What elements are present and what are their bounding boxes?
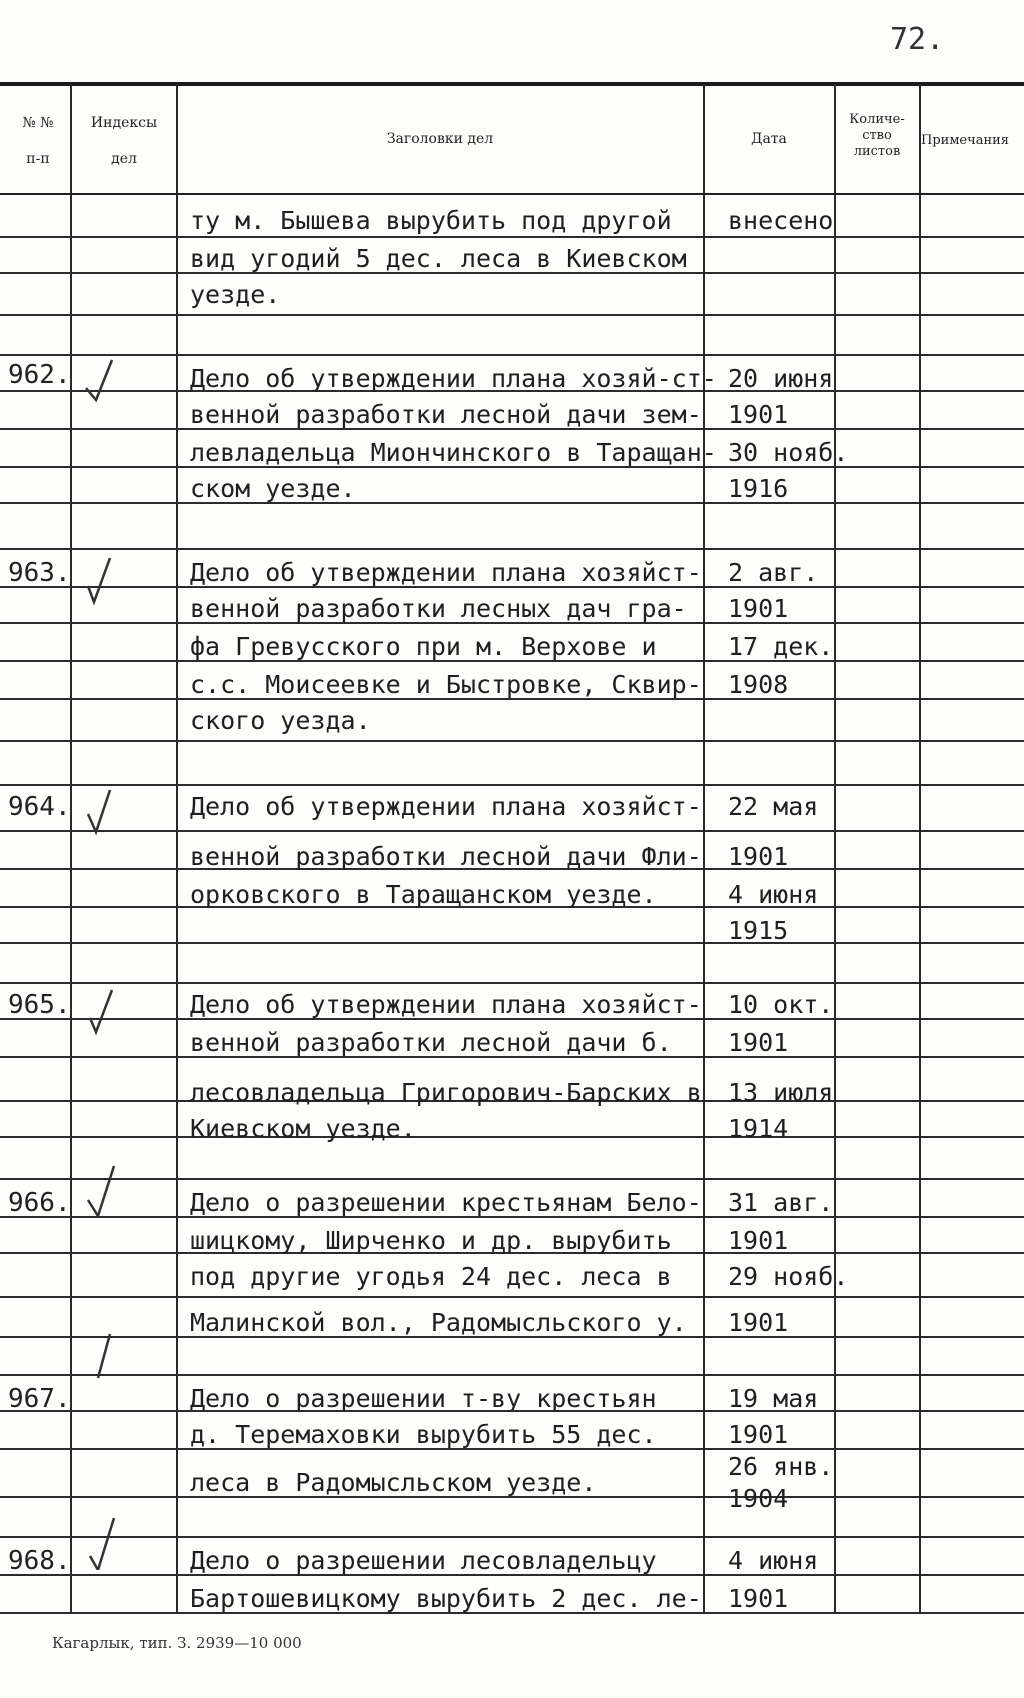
header-bottom-border xyxy=(0,193,1024,195)
entry-title-line: Дело о разрешении лесовладельцу xyxy=(190,1546,657,1575)
entry-date: 10 окт. xyxy=(728,990,834,1019)
check-mark-icon xyxy=(84,1516,124,1570)
entry-date: 1916 xyxy=(728,474,789,503)
check-mark-icon xyxy=(82,556,122,610)
table-top-border xyxy=(0,82,1024,86)
entry-date: 1901 xyxy=(728,1584,789,1613)
entry-number: 968. xyxy=(8,1546,71,1576)
entry-number: 966. xyxy=(8,1188,71,1218)
entry-title-line: ском уезде. xyxy=(190,474,356,503)
check-mark-icon xyxy=(84,1164,124,1218)
entry-title-line: венной разработки лесной дачи б. xyxy=(190,1028,672,1057)
entry-date: 1901 xyxy=(728,1308,789,1337)
row-rule xyxy=(0,236,1024,238)
entry-date: внесено xyxy=(728,206,834,235)
entry-title-line: левладельца Миончинского в Таращан- xyxy=(190,438,717,467)
entry-number: 967. xyxy=(8,1384,71,1414)
entry-title-line: шицкому, Ширченко и др. вырубить xyxy=(190,1226,672,1255)
entry-title-line: Дело о разрешении крестьянам Бело- xyxy=(190,1188,702,1217)
entry-title-line: фа Гревусского при м. Верхове и xyxy=(190,632,657,661)
entry-title-line: ту м. Бышева вырубить под другой xyxy=(190,206,672,235)
entry-title-line: Киевском уезде. xyxy=(190,1114,416,1143)
entry-title-line: Дело об утверждении плана хозяй-ст- xyxy=(190,364,717,393)
row-rule xyxy=(0,784,1024,786)
row-rule xyxy=(0,740,1024,742)
entry-date: 1901 xyxy=(728,1420,789,1449)
entry-number: 963. xyxy=(8,558,71,588)
entry-date: 4 июня xyxy=(728,880,819,909)
entry-title-line: Дело об утверждении плана хозяйст- xyxy=(190,558,702,587)
entry-date: 1901 xyxy=(728,400,789,429)
entry-title-line: венной разработки лесных дач гра- xyxy=(190,594,687,623)
header-index: Индексы xyxy=(90,115,158,131)
row-rule xyxy=(0,942,1024,944)
entry-title-line: Дело об утверждении плана хозяйст- xyxy=(190,792,702,821)
row-rule xyxy=(0,982,1024,984)
entry-number: 962. xyxy=(8,360,71,390)
row-rule xyxy=(0,502,1024,504)
entry-date: 1901 xyxy=(728,1226,789,1255)
check-mark-icon xyxy=(84,986,124,1040)
entry-title-line: под другие угодья 24 дес. леса в xyxy=(190,1262,672,1291)
entry-date: 22 мая xyxy=(728,792,819,821)
entry-title-line: с.с. Моисеевке и Быстровке, Сквир- xyxy=(190,670,702,699)
entry-number: 965. xyxy=(8,990,71,1020)
row-rule xyxy=(0,830,1024,832)
entry-title-line: Дело об утверждении плана хозяйст- xyxy=(190,990,702,1019)
entry-date: 1915 xyxy=(728,916,789,945)
header-count: Количе- ство листов xyxy=(849,112,905,159)
entry-title-line: леса в Радомысльском уезде. xyxy=(190,1468,597,1497)
header-notes: Примечания xyxy=(921,133,1010,148)
printer-imprint: Кагарлык, тип. З. 2939—10 000 xyxy=(52,1634,302,1652)
header-number-sub: п-п xyxy=(26,151,50,167)
header-date: Дата xyxy=(751,131,787,147)
row-rule xyxy=(0,354,1024,356)
row-rule xyxy=(0,1536,1024,1538)
row-rule xyxy=(0,1178,1024,1180)
entry-date: 20 июня xyxy=(728,364,834,393)
entry-date: 1901 xyxy=(728,594,789,623)
header-title: Заголовки дел xyxy=(386,131,494,147)
entry-title-line: вид угодий 5 дес. леса в Киевском xyxy=(190,244,687,273)
entry-number: 964. xyxy=(8,792,71,822)
entry-title-line: уезде. xyxy=(190,280,281,309)
page-number: 72. xyxy=(890,22,945,57)
entry-date: 29 нояб. xyxy=(728,1262,849,1291)
entry-date: 13 июля xyxy=(728,1078,834,1107)
entry-date: 19 мая xyxy=(728,1384,819,1413)
entry-date: 1901 xyxy=(728,1028,789,1057)
entry-title-line: лесовладельца Григорович-Барских в xyxy=(190,1078,702,1107)
row-rule xyxy=(0,1136,1024,1138)
entry-title-line: Малинской вол., Радомысльского у. xyxy=(190,1308,687,1337)
row-rule xyxy=(0,548,1024,550)
entry-date: 31 авг. xyxy=(728,1188,834,1217)
entry-date: 26 янв. xyxy=(728,1452,834,1481)
entry-date: 1908 xyxy=(728,670,789,699)
row-rule xyxy=(0,1296,1024,1298)
row-rule xyxy=(0,314,1024,316)
entry-title-line: венной разработки лесной дачи зем- xyxy=(190,400,702,429)
entry-title-line: венной разработки лесной дачи Фли- xyxy=(190,842,702,871)
check-mark-icon xyxy=(82,784,122,838)
entry-title-line: д. Теремаховки вырубить 55 дес. xyxy=(190,1420,657,1449)
check-mark-icon xyxy=(82,356,122,410)
entry-title-line: орковского в Таращанском уезде. xyxy=(190,880,657,909)
entry-title-line: ского уезда. xyxy=(190,706,371,735)
entry-title-line: Бартошевицкому вырубить 2 дес. ле- xyxy=(190,1584,702,1613)
entry-date: 1914 xyxy=(728,1114,789,1143)
check-mark-icon xyxy=(84,1330,124,1384)
entry-date: 30 нояб. xyxy=(728,438,849,467)
entry-title-line: Дело о разрешении т-ву крестьян xyxy=(190,1384,657,1413)
row-rule xyxy=(0,1374,1024,1376)
entry-date: 4 июня xyxy=(728,1546,819,1575)
entry-date: 1904 xyxy=(728,1484,789,1513)
entry-date: 1901 xyxy=(728,842,789,871)
entry-date: 17 дек. xyxy=(728,632,834,661)
header-number: № № xyxy=(22,115,54,131)
header-index-sub: дел xyxy=(111,151,137,167)
entry-date: 2 авг. xyxy=(728,558,819,587)
